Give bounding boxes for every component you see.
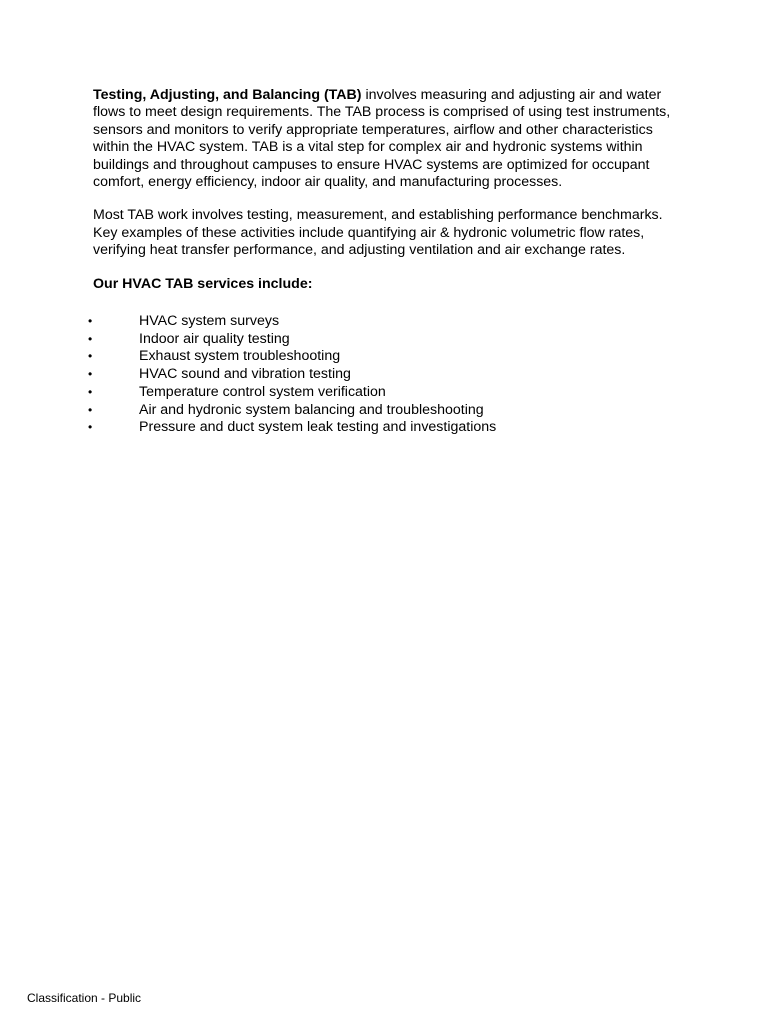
bullet-icon: • [88,367,93,382]
list-item-text: Exhaust system troubleshooting [139,348,341,365]
list-item [0,331,585,349]
document-body [88,87,678,437]
bullet-icon: • [88,384,93,399]
list-item [0,419,585,437]
intro-text: involves measuring and adjusting air and water flows to meet design requirements. The TAB process is comprised of using test instruments, sensors and monitors to verify appropriate temperatures, airflow and other characteristics within the HVAC system. TAB is a vital step for complex air and hydronic systems within buildings and throughout campuses to ensure HVAC systems are optimized for occupant comfort, energy efficiency, indoor air quality, and manufacturing processes. [93,87,671,191]
list-item-text: Air and hydronic system balancing and troubleshooting [139,401,484,418]
classification-footer: Classification - Public [27,991,142,1005]
bullet-icon: • [88,402,93,417]
bullet-icon: • [88,349,93,364]
list-item [0,384,585,402]
tab-work-paragraph: Most TAB work involves testing, measurement, and establishing performance benchmarks. Key examples of these activities include quantifying air & hydronic volumetric flow rates, verifying heat transfer performance, and adjusting ventilation and air exchange rates. [93,207,663,259]
list-item-text: Temperature control system verification [139,383,386,400]
list-item [0,402,585,420]
list-item-text: HVAC system surveys [139,313,280,330]
list-item [0,366,585,384]
intro-lead-term: Testing, Adjusting, and Balancing (TAB) [93,87,362,103]
bullet-icon: • [88,314,93,329]
list-item-text: Indoor air quality testing [139,330,290,347]
services-heading: Our HVAC TAB services include: [93,275,313,292]
services-list [0,313,585,437]
list-item-text: HVAC sound and vibration testing [139,366,351,383]
list-item-text: Pressure and duct system leak testing and investigations [139,419,497,436]
bullet-icon: • [88,331,93,346]
intro-paragraph [93,87,678,191]
list-item [0,348,585,366]
bullet-icon: • [88,420,93,435]
list-item [0,313,585,331]
